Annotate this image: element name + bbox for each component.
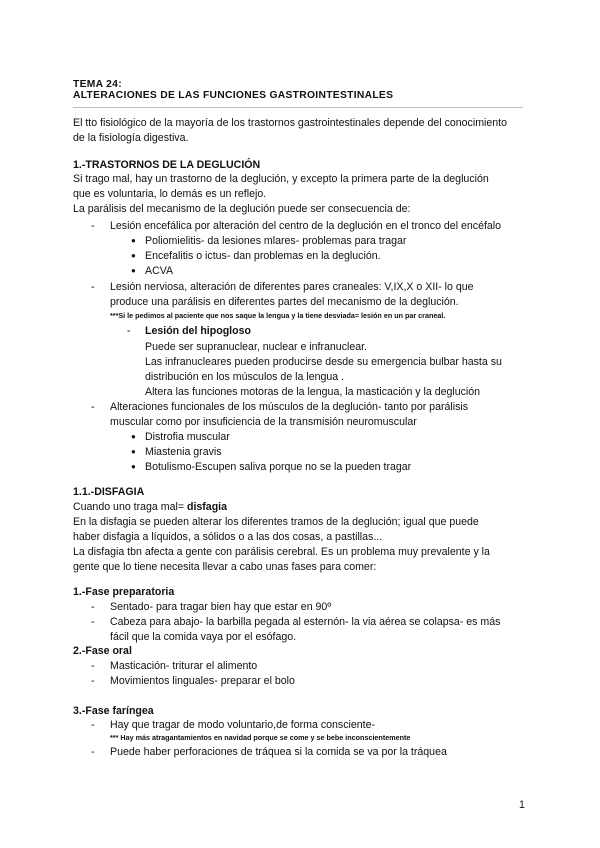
paragraph-line: Si trago mal, hay un trastorno de la deglución, y excepto la primera parte de la deglución: [73, 173, 489, 185]
title-divider: [73, 107, 523, 108]
document-title: ALTERACIONES DE LAS FUNCIONES GASTROINTESTINALES: [73, 90, 394, 101]
document-page: TEMA 24: ALTERACIONES DE LAS FUNCIONES GASTROINTESTINALES El tto fisiológico de la mayoría de los trastornos gastrointestinales depende del conocimiento de la fisiología digestiva. 1.-TRASTORNOS DE LA DEGLUCIÓN Si trago mal, hay un trastorno de la deglución, y excepto la primera parte de la deglución que es voluntaria, lo demás es un reflejo. La parálisis del mecanismo de la deglución puede ser consecuencia de: - Lesión encefálica por alteración del centro de la deglución en el tronco del encéfalo ● Poliomielitis- da lesiones mlares- problemas para tragar ● Encefalitis o ictus- dan problemas en la deglución. ● ACVA - Lesión nerviosa, alteración de diferentes pares craneales: V,IX,X o XII- lo que produce una parálisis en diferentes partes del mecanismo de la deglución. ***Si le pedimos al paciente que nos saque la lengua y la tiene desviada= lesión en un par craneal. - Lesión del hipogloso Puede ser supranuclear, nuclear e infranuclear. Las infranucleares pueden producirse desde su emergencia bulbar hasta su distribución en los músculos de la lengua . Altera las funciones motoras de la lengua, la masticación y la deglución - Alteraciones funcionales de los músculos de la deglución- tanto por parálisis muscular como por insuficiencia de la transmisión neuromuscular ● Distrofia muscular ● Miastenia gravis ● Botulismo-Escupen saliva porque no se la pueden tragar 1.1.-DISFAGIA Cuando uno traga mal= disfagia En la disfagia se pueden alterar los diferentes tramos de la deglución; igual que puede haber disfagia a líquidos, a sólidos o a las dos cosas, a pastillas... La disfagia tbn afecta a gente con parálisis cerebral. Es un problema muy prevalente y la gente que lo tiene necesita llevar a cabo unas fases para comer: 1.-Fase preparatoria - Sentado- para tragar bien hay que estar en 90º - Cabeza para abajo- la barbilla pegada al esternón- la via aérea se colapsa- es más fácil que la comida vaya por el esófago. 2.-Fase oral - Masticación- triturar el alimento - Movimientos linguales- preparar el bolo 3.-Fase faríngea - Hay que tragar de modo voluntario,de forma consciente- *** Hay más atragantamientos en navidad porque se come y se bebe inconscientemente - Puede haber perforaciones de tráquea si la comida se va por la tráquea 1: [0, 0, 600, 848]
paragraph-line: En la disfagia se pueden alterar los diferentes tramos de la deglución; igual que puede: [73, 516, 479, 528]
section-heading-deglucion: 1.-TRASTORNOS DE LA DEGLUCIÓN: [73, 159, 261, 171]
topic-number: TEMA 24:: [73, 79, 122, 90]
paragraph-line: Cuando uno traga mal= disfagia: [73, 501, 228, 513]
list-item-text: Alteraciones funcionales de los músculos de la deglución- tanto por parálisis: [110, 401, 469, 413]
paragraph-line: haber disfagia a líquidos, a sólidos o a las dos cosas, a pastillas...: [73, 531, 383, 543]
list-item-text: Lesión nerviosa, alteración de diferentes pares craneales: V,IX,X o XII- lo que: [110, 281, 474, 293]
paragraph-line: La disfagia tbn afecta a gente con parálisis cerebral. Es un problema muy prevalente y la: [73, 546, 490, 558]
list-item-text: Lesión encefálica por alteración del centro de la deglución en el tronco del encéfalo: [110, 220, 502, 232]
disfagia-term: disfagia: [186, 501, 228, 513]
section-heading-disfagia: 1.1.-DISFAGIA: [73, 486, 145, 498]
intro-line: El tto fisiológico de la mayoría de los trastornos gastrointestinales depende del conocimiento: [73, 117, 508, 129]
phase-heading-faringea: 3.-Fase faríngea: [73, 705, 154, 717]
paragraph-line: que es voluntaria, lo demás es un reflejo.: [73, 188, 267, 200]
phase-heading-preparatoria: 1.-Fase preparatoria: [73, 586, 175, 598]
hipogloso-title: Lesión del hipogloso: [145, 325, 251, 337]
paragraph-line: La parálisis del mecanismo de la deglución puede ser consecuencia de:: [73, 203, 411, 215]
phase-heading-oral: 2.-Fase oral: [73, 645, 132, 657]
intro-line: de la fisiología digestiva.: [73, 132, 189, 144]
paragraph-line: gente que lo tiene necesita llevar a cabo unas fases para comer:: [73, 561, 377, 573]
page-number: 1: [519, 799, 525, 811]
